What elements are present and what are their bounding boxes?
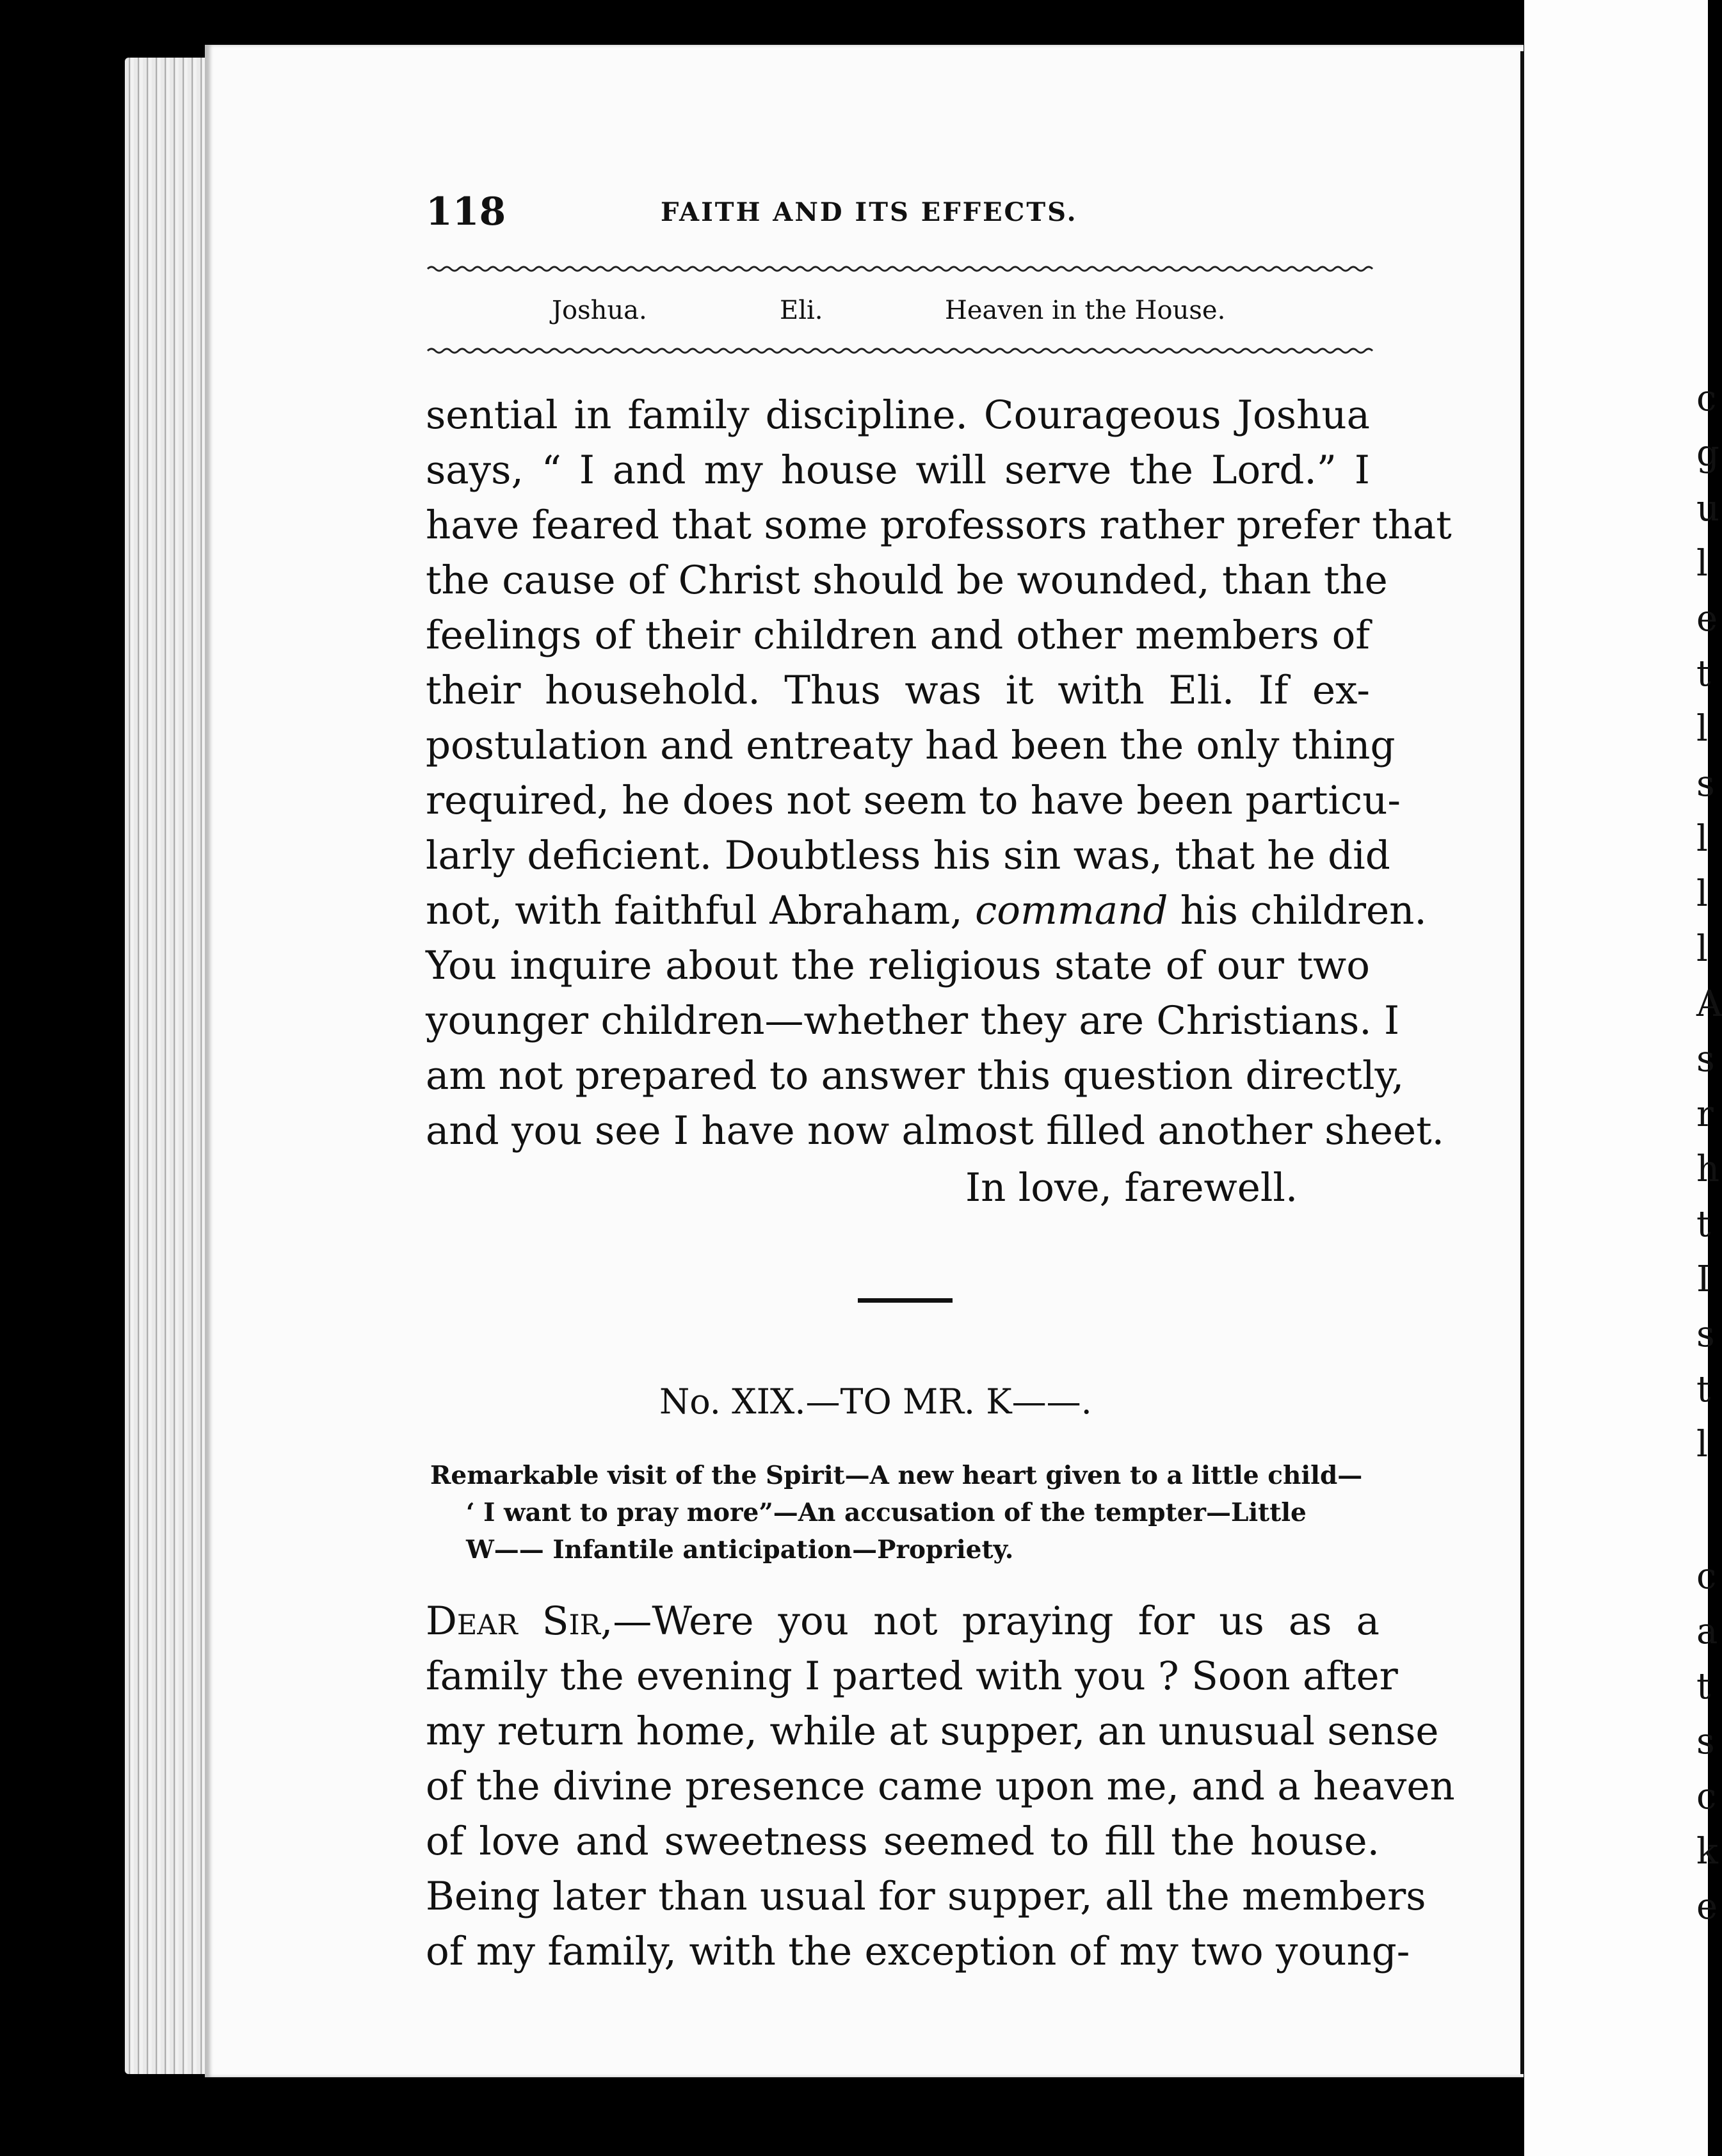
running-title: FAITH AND ITS EFFECTS.	[661, 197, 1078, 227]
facing-page-letter: t	[1696, 1203, 1711, 1245]
facing-page-letter: r	[1696, 1093, 1714, 1135]
facing-page-letter: s	[1696, 1314, 1715, 1355]
body-line: younger children—whether they are Christians. I	[426, 998, 1400, 1043]
body-line: and you see I have now almost filled another sheet.	[426, 1108, 1444, 1154]
facing-page-letter: e	[1696, 1886, 1718, 1927]
facing-page-letter: l	[1696, 708, 1708, 750]
letter-title: No. XIX.—TO MR. K——.	[659, 1381, 1092, 1422]
wavy-rule-bottom	[428, 346, 1369, 356]
page-number: 118	[426, 189, 506, 234]
letter-summary-line: ‘ I want to pray more”—An accusation of the tempter—Little	[466, 1498, 1307, 1527]
facing-page-letter: l	[1696, 818, 1708, 860]
facing-page-letter: c	[1696, 1556, 1717, 1597]
letter-body-line: family the evening I parted with you ? Soon after	[426, 1653, 1398, 1699]
signoff: In love, farewell.	[965, 1165, 1298, 1211]
facing-page-letter: t	[1696, 653, 1711, 695]
page-edges	[125, 58, 214, 2074]
facing-page-letter: t	[1696, 1666, 1711, 1707]
facing-page-letter: u	[1696, 488, 1720, 529]
facing-page-letter: l	[1696, 928, 1708, 970]
text-run: his children.	[1168, 888, 1427, 933]
facing-page-letter: I	[1696, 1259, 1711, 1300]
facing-page-letter: k	[1696, 1831, 1718, 1872]
wavy-rule-top	[428, 264, 1369, 274]
facing-page-letter: a	[1696, 1611, 1718, 1652]
facing-page-letter: c	[1696, 378, 1717, 419]
emphasis-command: command	[975, 888, 1168, 933]
letter-summary-line: Remarkable visit of the Spirit—A new heart given to a little child—	[430, 1461, 1363, 1490]
topic-eli: Eli.	[780, 296, 823, 325]
facing-page-letter: l	[1696, 873, 1708, 915]
body-line: feelings of their children and other members of	[426, 613, 1370, 658]
text-run: not, with faithful Abraham,	[426, 888, 976, 933]
facing-page-letter: l	[1696, 543, 1708, 584]
facing-page	[1524, 0, 1711, 2156]
body-line: says, “ I and my house will serve the Lord.” I	[426, 447, 1370, 493]
body-line: have feared that some professors rather prefer that	[426, 503, 1452, 548]
facing-page-letter: h	[1696, 1148, 1720, 1190]
letter-body-line: Being later than usual for supper, all the members	[426, 1874, 1426, 1919]
body-line: sential in family discipline. Courageous Joshua	[426, 392, 1370, 438]
letter-first-line	[426, 1594, 1380, 1649]
letter-body-line: of the divine presence came upon me, and a heaven	[426, 1764, 1455, 1809]
letter-body-line: of my family, with the exception of my two young-	[426, 1929, 1410, 1974]
topic-joshua: Joshua.	[552, 296, 647, 325]
facing-page-letter: l	[1696, 1424, 1708, 1465]
facing-page-letter: s	[1696, 1038, 1715, 1080]
topic-heaven: Heaven in the House.	[945, 296, 1226, 325]
letter-body-line: my return home, while at supper, an unusual sense	[426, 1709, 1439, 1754]
body-line: postulation and entreaty had been the only thing	[426, 723, 1396, 768]
section-rule	[858, 1298, 953, 1303]
facing-page-letter: A	[1696, 983, 1722, 1025]
letter-summary-line: W—— Infantile anticipation—Propriety.	[466, 1535, 1014, 1565]
facing-page-letter: e	[1696, 598, 1718, 640]
facing-page-letter: c	[1696, 1776, 1717, 1817]
body-line: required, he does not seem to have been particu-	[426, 778, 1401, 823]
body-line: am not prepared to answer this question directly,	[426, 1053, 1404, 1098]
body-line: the cause of Christ should be wounded, than the	[426, 558, 1388, 603]
letter-body-line: of love and sweetness seemed to fill the house.	[426, 1819, 1380, 1864]
body-line: their household. Thus was it with Eli. If ex-	[426, 668, 1370, 713]
facing-page-letter: t	[1696, 1369, 1711, 1410]
facing-page-letter: s	[1696, 1721, 1715, 1762]
body-line: You inquire about the religious state of our two	[426, 943, 1370, 988]
body-line-emphasis	[426, 883, 1427, 938]
salutation: Dear Sir,	[426, 1598, 613, 1644]
text-run: —Were you not praying for us as a	[613, 1598, 1380, 1644]
facing-page-letter: g	[1696, 433, 1719, 474]
facing-page-letter: s	[1696, 763, 1715, 805]
body-line: larly deficient. Doubtless his sin was, that he did	[426, 833, 1390, 878]
